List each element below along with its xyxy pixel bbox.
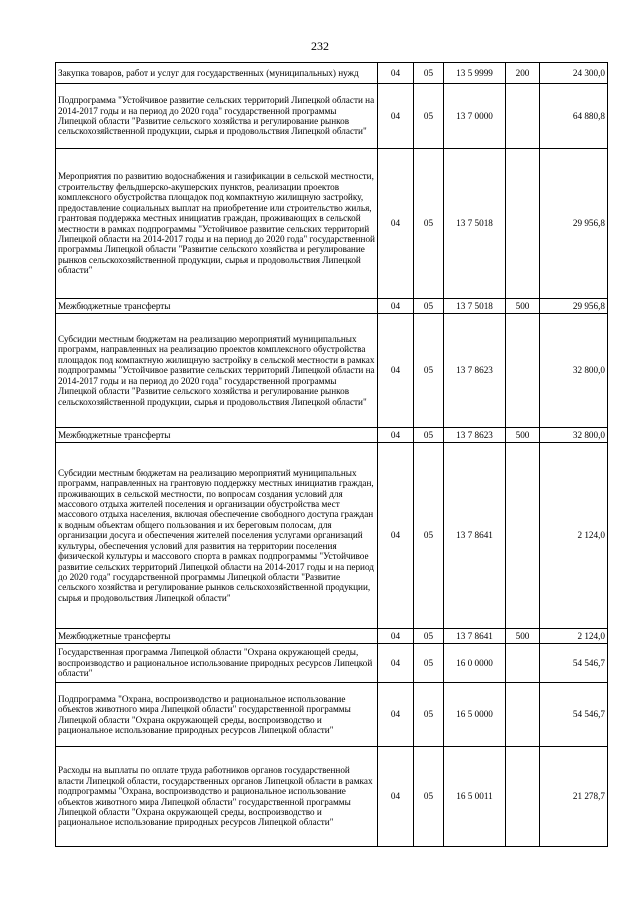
row-target-code: 16 0 0000 (444, 644, 506, 683)
row-expense-type (506, 149, 540, 299)
row-subsection: 05 (414, 428, 444, 443)
row-section: 04 (378, 63, 414, 84)
row-subsection: 05 (414, 443, 444, 629)
row-subsection: 05 (414, 683, 444, 747)
row-name: Межбюджетные трансферты (56, 299, 378, 314)
row-section: 04 (378, 644, 414, 683)
row-section: 04 (378, 747, 414, 847)
row-expense-type (506, 443, 540, 629)
row-amount: 64 880,8 (540, 84, 608, 149)
table-row (56, 629, 608, 644)
row-subsection: 05 (414, 63, 444, 84)
row-section: 04 (378, 629, 414, 644)
row-amount: 2 124,0 (540, 629, 608, 644)
row-subsection: 05 (414, 149, 444, 299)
table-row (56, 683, 608, 747)
row-target-code: 13 7 8623 (444, 428, 506, 443)
row-section: 04 (378, 149, 414, 299)
row-target-code: 13 7 5018 (444, 149, 506, 299)
row-target-code: 13 7 8641 (444, 443, 506, 629)
row-target-code: 13 7 5018 (444, 299, 506, 314)
row-name: Межбюджетные трансферты (56, 428, 378, 443)
row-subsection: 05 (414, 644, 444, 683)
row-name: Субсидии местным бюджетам на реализацию мероприятий муниципальных программ, направленных на грантовую поддержку местных инициатив граждан, проживающих в сельской местности, по вопросам создания условий для массового отдыха жителей поселения и организации обустройства мест массового отдыха населения, включая обеспечение свободного доступа граждан к водным объектам общего пользования и их береговым полосам, для организации досуга и обеспечения жителей поселения услугами организаций культуры, обеспечения условий для развития на территории поселения физической культуры и массового спорта в рамках подпрограммы "Устойчивое развитие сельских территорий Липецкой области на 2014-2017 годы и на период до 2020 года" государственной программы Липецкой области "Развитие сельского хозяйства и регулирование рынков сельскохозяйственной продукции, сырья и продовольствия Липецкой области" (56, 443, 378, 629)
table-row (56, 428, 608, 443)
row-expense-type (506, 314, 540, 428)
row-name: Государственная программа Липецкой области "Охрана окружающей среды, воспроизводство и рациональное использование природных ресурсов Липецкой области" (56, 644, 378, 683)
row-expense-type: 500 (506, 428, 540, 443)
table-row (56, 84, 608, 149)
row-name: Расходы на выплаты по оплате труда работников органов государственной власти Липецкой области, государственных органов Липецкой области в рамках подпрограммы "Охрана, воспроизводство и рациональное использование объектов животного мира Липецкой области" государственной программы Липецкой области "Охрана окружающей среды, воспроизводство и рациональное использование природных ресурсов Липецкой области" (56, 747, 378, 847)
row-section: 04 (378, 443, 414, 629)
row-expense-type (506, 644, 540, 683)
row-expense-type (506, 747, 540, 847)
row-amount: 54 546,7 (540, 644, 608, 683)
row-subsection: 05 (414, 314, 444, 428)
row-section: 04 (378, 314, 414, 428)
row-subsection: 05 (414, 629, 444, 644)
row-name: Субсидии местным бюджетам на реализацию мероприятий муниципальных программ, направленных на реализацию проектов комплексного обустройства площадок под компактную жилищную застройку в сельской местности в рамках подпрограммы "Устойчивое развитие сельских территорий Липецкой области на 2014-2017 годы и на период до 2020 года" государственной программы Липецкой области "Развитие сельского хозяйства и регулирование рынков сельскохозяйственной продукции, сырья и продовольствия Липецкой области" (56, 314, 378, 428)
row-name: Закупка товаров, работ и услуг для государственных (муниципальных) нужд (56, 63, 378, 84)
row-target-code: 13 7 8623 (444, 314, 506, 428)
row-amount: 32 800,0 (540, 314, 608, 428)
budget-table (55, 62, 608, 847)
row-expense-type: 500 (506, 629, 540, 644)
row-amount: 29 956,8 (540, 149, 608, 299)
row-amount: 29 956,8 (540, 299, 608, 314)
row-name: Мероприятия по развитию водоснабжения и газификации в сельской местности, строительству фельдшерско-акушерских пунктов, реализации проектов комплексного обустройства площадок под компактную жилищную застройку, предоставление социальных выплат на приобретение или строительство жилья, грантовая поддержка местных инициатив граждан, проживающих в сельской местности в рамках подпрограммы "Устойчивое развитие сельских территорий Липецкой области на 2014-2017 годы и на период до 2020 года" государственной программы Липецкой области "Развитие сельского хозяйства и регулирование рынков сельскохозяйственной продукции, сырья и продовольствия Липецкой области" (56, 149, 378, 299)
table-row (56, 644, 608, 683)
row-expense-type (506, 84, 540, 149)
row-target-code: 13 7 8641 (444, 629, 506, 644)
row-section: 04 (378, 683, 414, 747)
row-subsection: 05 (414, 299, 444, 314)
row-amount: 24 300,0 (540, 63, 608, 84)
row-target-code: 16 5 0011 (444, 747, 506, 847)
row-section: 04 (378, 428, 414, 443)
table-row (56, 314, 608, 428)
row-section: 04 (378, 84, 414, 149)
table-row (56, 299, 608, 314)
row-amount: 21 278,7 (540, 747, 608, 847)
row-name: Подпрограмма "Охрана, воспроизводство и рациональное использование объектов животного мира Липецкой области" государственной программы Липецкой области "Охрана окружающей среды, воспроизводство и рациональное использование природных ресурсов Липецкой области" (56, 683, 378, 747)
table-row (56, 149, 608, 299)
row-target-code: 13 5 9999 (444, 63, 506, 84)
table-row (56, 443, 608, 629)
row-subsection: 05 (414, 84, 444, 149)
table-row (56, 747, 608, 847)
row-target-code: 16 5 0000 (444, 683, 506, 747)
row-section: 04 (378, 299, 414, 314)
row-expense-type: 200 (506, 63, 540, 84)
table-row (56, 63, 608, 84)
row-expense-type: 500 (506, 299, 540, 314)
row-name: Межбюджетные трансферты (56, 629, 378, 644)
row-subsection: 05 (414, 747, 444, 847)
row-expense-type (506, 683, 540, 747)
row-amount: 32 800,0 (540, 428, 608, 443)
row-name: Подпрограмма "Устойчивое развитие сельских территорий Липецкой области на 2014-2017 годы и на период до 2020 года" государственной программы Липецкой области "Развитие сельского хозяйства и регулирование рынков сельскохозяйственной продукции, сырья и продовольствия Липецкой области" (56, 84, 378, 149)
row-target-code: 13 7 0000 (444, 84, 506, 149)
page-number: 232 (311, 39, 329, 53)
row-amount: 54 546,7 (540, 683, 608, 747)
row-amount: 2 124,0 (540, 443, 608, 629)
